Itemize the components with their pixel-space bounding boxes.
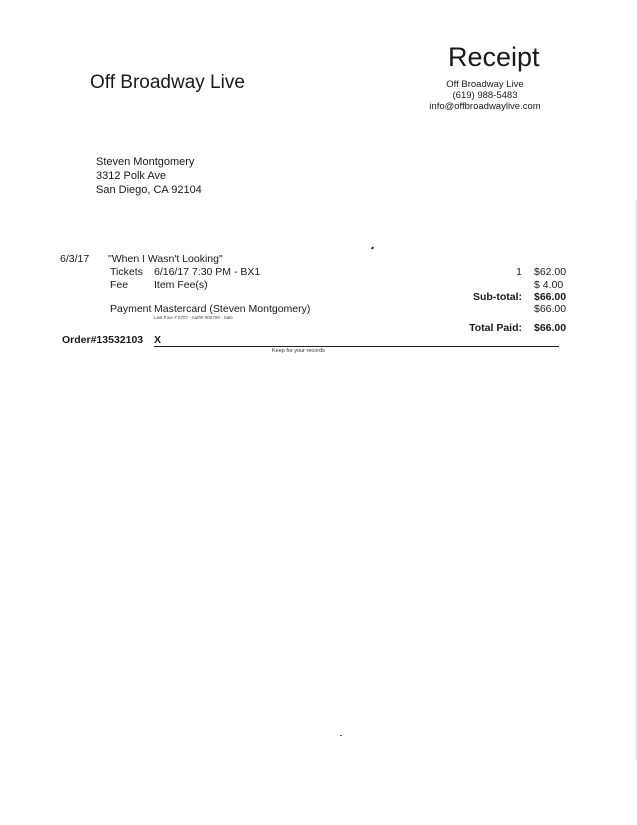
scan-speck bbox=[340, 735, 342, 736]
payment-label: Payment bbox=[110, 303, 152, 315]
signature-mark: X bbox=[154, 334, 162, 346]
tickets-amount: $62.00 bbox=[534, 266, 567, 278]
footer-note: Keep for your records bbox=[272, 348, 325, 354]
payment-amount: $66.00 bbox=[534, 303, 567, 315]
payment-description: Mastercard (Steven Montgomery) bbox=[154, 303, 311, 315]
fee-description: Item Fee(s) bbox=[154, 279, 208, 291]
receipt-title: Receipt bbox=[448, 42, 540, 72]
show-title: "When I Wasn't Looking" bbox=[108, 253, 223, 265]
total-paid-amount: $66.00 bbox=[534, 322, 567, 334]
fee-label: Fee bbox=[110, 279, 129, 291]
total-paid-label: Total Paid: bbox=[469, 322, 522, 334]
signature-line bbox=[154, 346, 559, 347]
subtotal-amount: $66.00 bbox=[534, 291, 567, 303]
customer-city: San Diego, CA 92104 bbox=[96, 184, 202, 196]
customer-name: Steven Montgomery bbox=[96, 156, 195, 168]
company-name: Off Broadway Live bbox=[90, 72, 245, 93]
tickets-quantity: 1 bbox=[516, 266, 522, 278]
customer-street: 3312 Polk Ave bbox=[96, 170, 167, 182]
subtotal-label: Sub-total: bbox=[473, 291, 522, 303]
order-date: 6/3/17 bbox=[60, 253, 90, 265]
contact-phone: (619) 988-5483 bbox=[452, 90, 518, 101]
payment-detail: Last Four # 5707 - Auth# 000709 - Sale bbox=[154, 315, 233, 320]
order-number: Order#13532103 bbox=[62, 334, 144, 346]
scan-speck bbox=[371, 246, 375, 249]
contact-name: Off Broadway Live bbox=[446, 79, 524, 90]
fee-amount: $ 4.00 bbox=[534, 279, 564, 291]
tickets-label: Tickets bbox=[110, 266, 143, 278]
contact-email: info@offbroadwaylive.com bbox=[429, 101, 541, 112]
tickets-description: 6/16/17 7:30 PM - BX1 bbox=[154, 266, 261, 278]
